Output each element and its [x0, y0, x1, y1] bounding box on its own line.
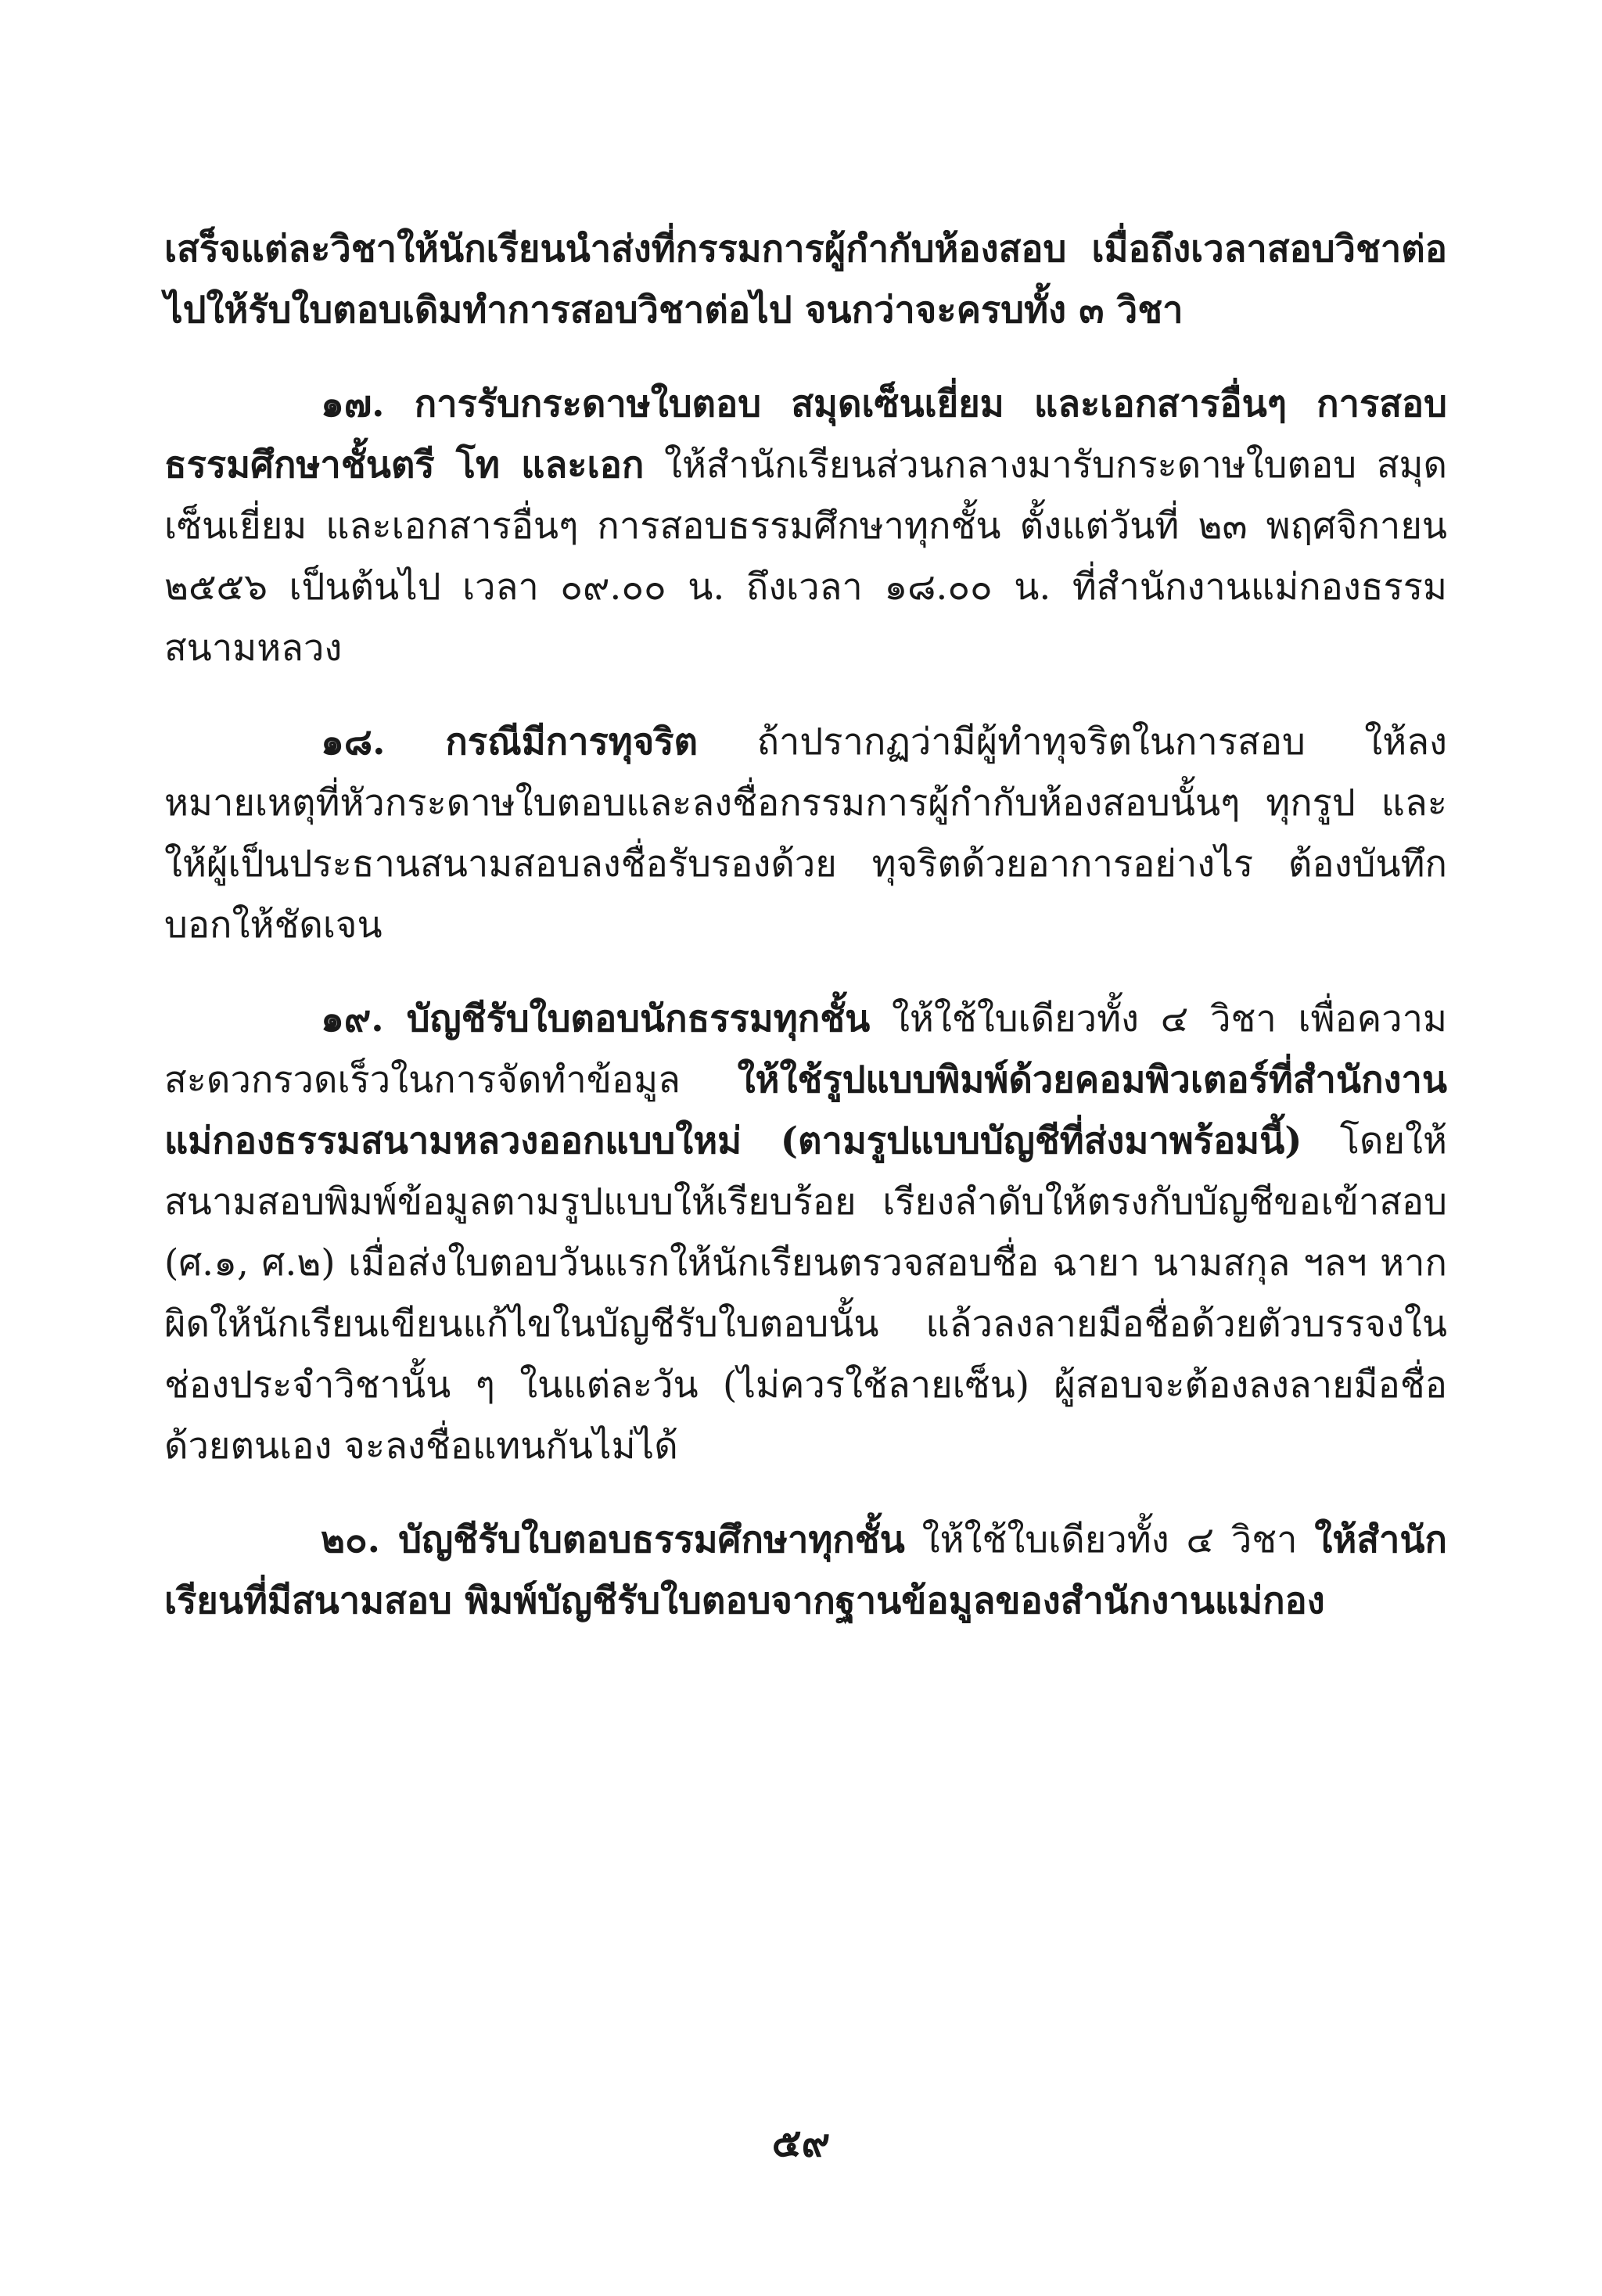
- paragraph-text: ให้ใช้ใบเดียวทั้ง ๔ วิชา: [904, 1518, 1315, 1561]
- paragraph-emphasis: ให้สำนักเรียนที่มีสนามสอบ พิมพ์บัญชีรับใบตอบจากฐานข้อมูลของสำนักงานแม่กอง: [164, 1518, 1447, 1622]
- paragraph-heading-18: ๑๘. กรณีมีการทุจริต: [321, 720, 699, 764]
- paragraph-heading-20: ๒๐. บัญชีรับใบตอบธรรมศึกษาทุกชั้น: [321, 1518, 905, 1561]
- paragraph-text: โดยให้สนามสอบพิมพ์ข้อมูลตามรูปแบบให้เรียบร้อย เรียงลำดับให้ตรงกับบัญชีขอเข้าสอบ (ศ.๑, ศ.๒) เมื่อส่งใบตอบวันแรกให้นักเรียนตรวจสอบชื่อ ฉายา นามสกุล ฯลฯ หากผิดให้นักเรียนเขียนแก้ไขในบัญชีรับใบตอบนั้น แล้วลงลายมือชื่อด้วยตัวบรรจงในช่องประจำวิชานั้น ๆ ในแต่ละวัน (ไม่ควรใช้ลายเซ็น) ผู้สอบจะต้องลงลายมือชื่อด้วยตนเอง จะลงชื่อแทนกันไม่ได้: [164, 1119, 1447, 1468]
- paragraph-heading-17: ๑๗. การรับกระดาษใบตอบ สมุดเซ็นเยี่ยม และเอกสารอื่นๆ การสอบธรรมศึกษาชั้นตรี โท และเอก: [164, 383, 1447, 487]
- paragraph-emphasis: ให้ใช้รูปแบบพิมพ์ด้วยคอมพิวเตอร์ที่สำนักงานแม่กองธรรมสนามหลวงออกแบบใหม่ (ตามรูปแบบบัญชีที่ส่งมาพร้อมนี้): [164, 1058, 1447, 1162]
- paragraph-19: [164, 989, 1447, 1477]
- paragraph-text-bold: เสร็จแต่ละวิชาให้นักเรียนนำส่งที่กรรมการผู้กำกับห้องสอบ เมื่อถึงเวลาสอบวิชาต่อไปให้รับใบตอบเดิมทำการสอบวิชาต่อไป จนกว่าจะครบทั้ง ๓ วิชา: [164, 228, 1447, 332]
- paragraph-17: [164, 374, 1447, 679]
- paragraph-text: ให้สำนักเรียนส่วนกลางมารับกระดาษใบตอบ สมุดเซ็นเยี่ยม และเอกสารอื่นๆ การสอบธรรมศึกษาทุกชั้น ตั้งแต่วันที่ ๒๓ พฤศจิกายน ๒๕๕๖ เป็นต้นไป เวลา ๐๙.๐๐ น. ถึงเวลา ๑๘.๐๐ น. ที่สำนักงานแม่กองธรรมสนามหลวง: [164, 444, 1448, 670]
- page-number: ๕๙: [771, 2119, 831, 2165]
- paragraph-heading-19: ๑๙. บัญชีรับใบตอบนักธรรมทุกชั้น: [321, 997, 871, 1040]
- paragraph-text: ถ้าปรากฏว่ามีผู้ทำทุจริตในการสอบ ให้ลงหมายเหตุที่หัวกระดาษใบตอบและลงชื่อกรรมการผู้กำกับห้องสอบนั้นๆ ทุกรูป และให้ผู้เป็นประธานสนามสอบลงชื่อรับรองด้วย ทุจริตด้วยอาการอย่างไร ต้องบันทึกบอกให้ชัดเจน: [164, 720, 1447, 947]
- paragraph-text: ให้ใช้ใบเดียวทั้ง ๔ วิชา เพื่อความสะดวกรวดเร็วในการจัดทำข้อมูล: [164, 997, 1447, 1101]
- paragraph-18: [164, 712, 1447, 956]
- paragraph-continuation: [164, 219, 1447, 341]
- document-body: [164, 219, 1447, 1632]
- paragraph-20: [164, 1510, 1447, 1632]
